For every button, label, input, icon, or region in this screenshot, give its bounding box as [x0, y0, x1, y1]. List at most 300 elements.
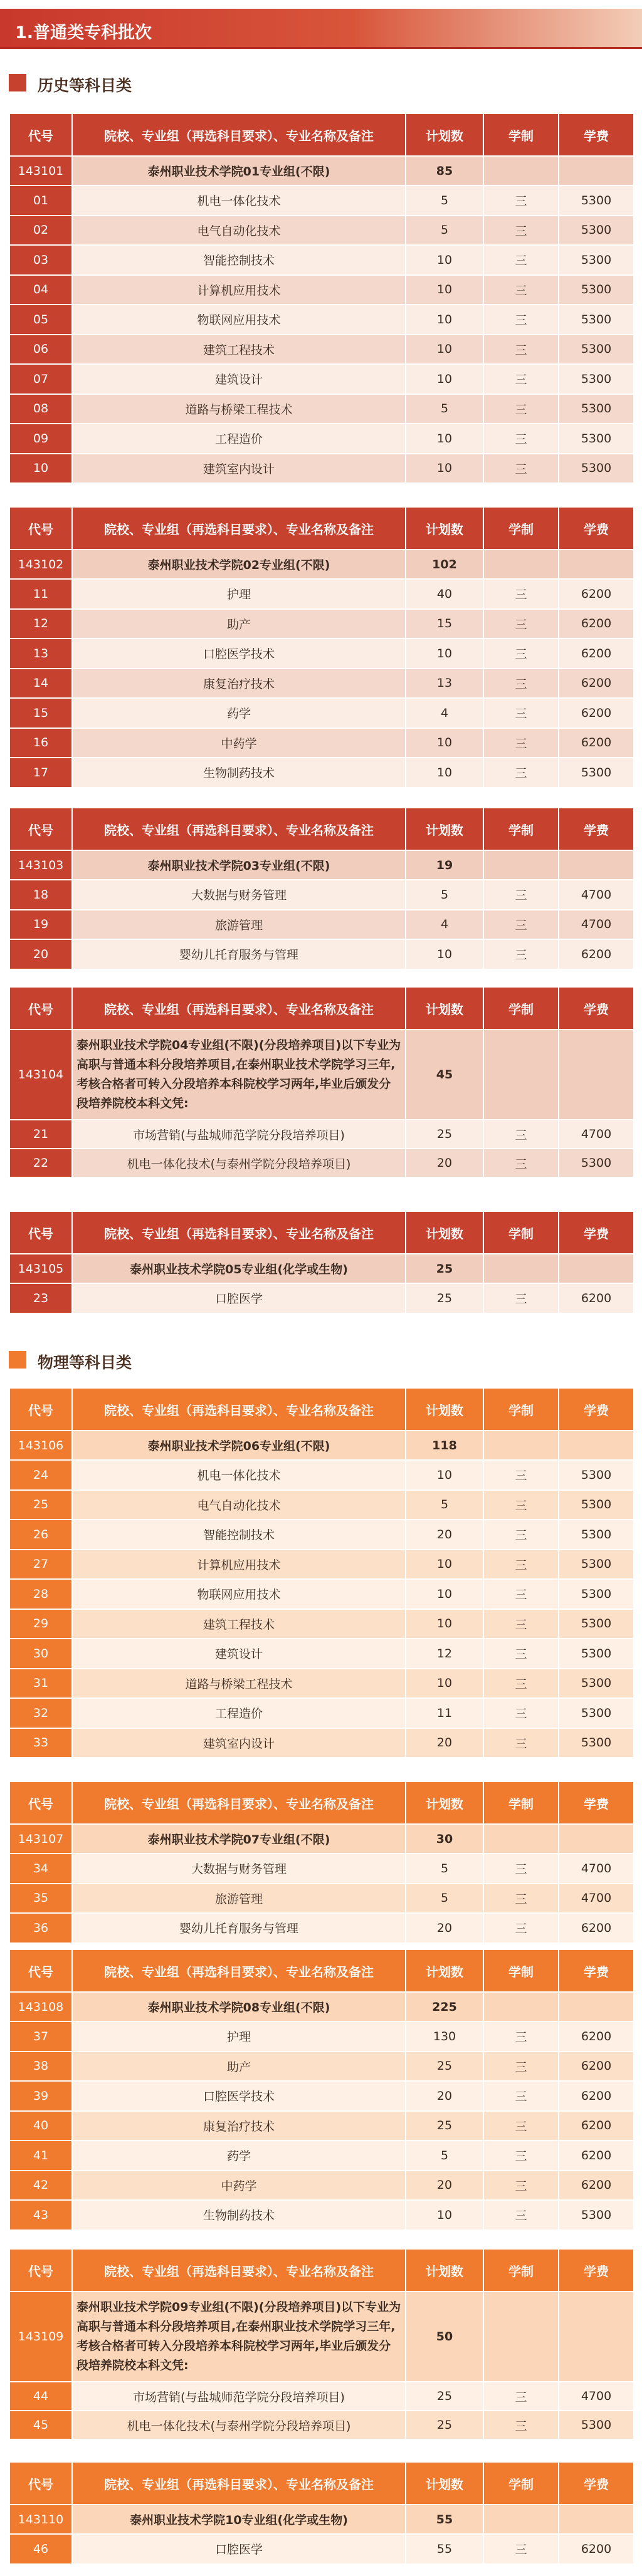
- major-name: 护理: [72, 579, 406, 609]
- header-years: 学制: [483, 1211, 559, 1254]
- group-row: [9, 1030, 634, 1120]
- major-name: 中药学: [72, 2171, 406, 2201]
- table-row: [9, 2111, 634, 2141]
- major-name: 口腔医学: [72, 2534, 406, 2564]
- major-plan: 10: [406, 335, 483, 365]
- header-plan: 计划数: [406, 2249, 483, 2292]
- major-plan: 10: [406, 1669, 483, 1699]
- table-row: [9, 609, 634, 639]
- major-code: 40: [9, 2111, 72, 2141]
- group-code: 143102: [9, 550, 72, 579]
- group-plan: 118: [406, 1431, 483, 1460]
- table-row: [9, 1639, 634, 1669]
- group-code: 143108: [9, 1992, 72, 2021]
- major-years: 三: [483, 1520, 559, 1550]
- group-row: [9, 850, 634, 880]
- major-code: 46: [9, 2534, 72, 2564]
- major-code: 22: [9, 1149, 72, 1177]
- major-fee: 6200: [559, 2171, 634, 2201]
- table-row: [9, 910, 634, 940]
- major-years: 三: [483, 1728, 559, 1758]
- group-plan: 45: [406, 1030, 483, 1120]
- table-row: [9, 1609, 634, 1639]
- header-fee: 学费: [559, 1388, 634, 1431]
- major-plan: 4: [406, 910, 483, 940]
- major-fee: 5300: [559, 305, 634, 335]
- table-row: [9, 1728, 634, 1758]
- major-code: 19: [9, 910, 72, 940]
- major-name: 药学: [72, 698, 406, 728]
- table-row: [9, 1698, 634, 1728]
- header-fee: 学费: [559, 808, 634, 850]
- major-fee: 5300: [559, 1550, 634, 1580]
- major-fee: 6200: [559, 579, 634, 609]
- header-name: 院校、专业组（再选科目要求）、专业名称及备注: [72, 808, 406, 850]
- major-plan: 25: [406, 2052, 483, 2082]
- major-plan: 10: [406, 758, 483, 788]
- table-row: [9, 394, 634, 424]
- major-plan: 20: [406, 2081, 483, 2111]
- table-row: [9, 1283, 634, 1313]
- table-row: [9, 275, 634, 305]
- major-name: 智能控制技术: [72, 245, 406, 275]
- major-code: 41: [9, 2141, 72, 2171]
- major-years: 三: [483, 335, 559, 365]
- major-fee: 5300: [559, 758, 634, 788]
- header-years: 学制: [483, 1949, 559, 1992]
- major-name: 建筑室内设计: [72, 1728, 406, 1758]
- major-years: 三: [483, 424, 559, 454]
- header-fee: 学费: [559, 1211, 634, 1254]
- group-fee: [559, 1824, 634, 1854]
- major-code: 23: [9, 1283, 72, 1313]
- group-plan: 225: [406, 1992, 483, 2021]
- major-name: 电气自动化技术: [72, 1490, 406, 1520]
- major-name: 工程造价: [72, 424, 406, 454]
- group-fee: [559, 550, 634, 579]
- header-code: 代号: [9, 1388, 72, 1431]
- major-years: 三: [483, 1283, 559, 1313]
- header-name: 院校、专业组（再选科目要求）、专业名称及备注: [72, 113, 406, 156]
- header-code: 代号: [9, 1781, 72, 1824]
- header-fee: 学费: [559, 2249, 634, 2292]
- major-code: 32: [9, 1698, 72, 1728]
- major-plan: 10: [406, 939, 483, 969]
- table-row: [9, 2052, 634, 2082]
- major-fee: 6200: [559, 1913, 634, 1943]
- major-plan: 25: [406, 2111, 483, 2141]
- group-fee: [559, 1254, 634, 1283]
- major-plan: 11: [406, 1698, 483, 1728]
- major-fee: 4700: [559, 1120, 634, 1149]
- major-name: 道路与桥梁工程技术: [72, 1669, 406, 1699]
- major-fee: 6200: [559, 2141, 634, 2171]
- major-name: 生物制药技术: [72, 758, 406, 788]
- major-years: 三: [483, 305, 559, 335]
- major-years: 三: [483, 579, 559, 609]
- group-code: 143109: [9, 2292, 72, 2382]
- major-code: 44: [9, 2382, 72, 2411]
- header-name: 院校、专业组（再选科目要求）、专业名称及备注: [72, 987, 406, 1030]
- major-years: 三: [483, 2200, 559, 2230]
- program-group-table: [9, 1949, 634, 2231]
- group-code: 143107: [9, 1824, 72, 1854]
- major-plan: 55: [406, 2534, 483, 2564]
- header-fee: 学费: [559, 2462, 634, 2505]
- major-years: 三: [483, 698, 559, 728]
- major-code: 27: [9, 1550, 72, 1580]
- table-row: [9, 305, 634, 335]
- group-code: 143103: [9, 850, 72, 880]
- section-title: 物理等科目类: [38, 1353, 132, 1372]
- major-years: 三: [483, 275, 559, 305]
- table-header-row: [9, 808, 634, 850]
- major-fee: 6200: [559, 609, 634, 639]
- major-fee: 6200: [559, 2021, 634, 2052]
- major-years: 三: [483, 1854, 559, 1884]
- major-years: 三: [483, 2534, 559, 2564]
- program-group-table: [9, 986, 634, 1178]
- major-fee: 4700: [559, 1884, 634, 1914]
- major-years: 三: [483, 1149, 559, 1177]
- major-plan: 10: [406, 305, 483, 335]
- major-years: 三: [483, 2111, 559, 2141]
- table-row: [9, 1149, 634, 1177]
- table-row: [9, 185, 634, 216]
- table-row: [9, 669, 634, 699]
- major-fee: 6200: [559, 639, 634, 669]
- major-code: 11: [9, 579, 72, 609]
- program-group-table: [9, 113, 634, 484]
- major-name: 机电一体化技术: [72, 1460, 406, 1490]
- group-years: [483, 1431, 559, 1460]
- major-code: 31: [9, 1669, 72, 1699]
- major-fee: 5300: [559, 1728, 634, 1758]
- major-name: 婴幼儿托育服务与管理: [72, 1913, 406, 1943]
- group-fee: [559, 1431, 634, 1460]
- major-years: 三: [483, 2081, 559, 2111]
- major-plan: 5: [406, 394, 483, 424]
- major-code: 36: [9, 1913, 72, 1943]
- major-name: 助产: [72, 2052, 406, 2082]
- group-name: 泰州职业技术学院03专业组(不限): [72, 850, 406, 880]
- major-fee: 4700: [559, 910, 634, 940]
- major-code: 12: [9, 609, 72, 639]
- major-plan: 5: [406, 2141, 483, 2171]
- section-marker-icon: [9, 1351, 26, 1369]
- major-fee: 5300: [559, 2411, 634, 2439]
- major-fee: 5300: [559, 1579, 634, 1609]
- header-plan: 计划数: [406, 1388, 483, 1431]
- major-code: 20: [9, 939, 72, 969]
- header-code: 代号: [9, 2462, 72, 2505]
- header-plan: 计划数: [406, 987, 483, 1030]
- section-heading: [9, 70, 633, 95]
- group-code: 143110: [9, 2505, 72, 2534]
- major-code: 05: [9, 305, 72, 335]
- group-years: [483, 850, 559, 880]
- group-years: [483, 2292, 559, 2382]
- major-name: 物联网应用技术: [72, 305, 406, 335]
- major-fee: 5300: [559, 1520, 634, 1550]
- table-row: [9, 364, 634, 394]
- major-fee: 6200: [559, 1283, 634, 1313]
- major-plan: 25: [406, 2411, 483, 2439]
- major-fee: 5300: [559, 424, 634, 454]
- group-years: [483, 156, 559, 185]
- major-years: 三: [483, 2171, 559, 2201]
- table-header-row: [9, 2462, 634, 2505]
- header-fee: 学费: [559, 1781, 634, 1824]
- major-code: 14: [9, 669, 72, 699]
- major-plan: 20: [406, 2171, 483, 2201]
- major-name: 口腔医学: [72, 1283, 406, 1313]
- major-code: 15: [9, 698, 72, 728]
- major-fee: 5300: [559, 1669, 634, 1699]
- major-years: 三: [483, 1913, 559, 1943]
- major-name: 口腔医学技术: [72, 2081, 406, 2111]
- major-code: 24: [9, 1460, 72, 1490]
- major-code: 45: [9, 2411, 72, 2439]
- group-row: [9, 1254, 634, 1283]
- program-group-table: [9, 506, 634, 788]
- group-name: 泰州职业技术学院09专业组(不限)(分段培养项目)以下专业为高职与普通本科分段培养项目,在泰州职业技术学院学习三年,考核合格者可转入分段培养本科院校学习两年,毕业后颁发分段培养院校本科文凭:: [72, 2292, 406, 2382]
- table-row: [9, 1579, 634, 1609]
- header-fee: 学费: [559, 1949, 634, 1992]
- header-plan: 计划数: [406, 1781, 483, 1824]
- major-name: 康复治疗技术: [72, 2111, 406, 2141]
- section-title: 历史等科目类: [38, 76, 132, 95]
- table-row: [9, 758, 634, 788]
- major-years: 三: [483, 1609, 559, 1639]
- major-fee: 6200: [559, 698, 634, 728]
- table-row: [9, 335, 634, 365]
- major-fee: 5300: [559, 1149, 634, 1177]
- major-name: 计算机应用技术: [72, 275, 406, 305]
- program-group-table: [9, 807, 634, 970]
- major-name: 道路与桥梁工程技术: [72, 394, 406, 424]
- table-header-row: [9, 987, 634, 1030]
- major-name: 市场营销(与盐城师范学院分段培养项目): [72, 2382, 406, 2411]
- header-code: 代号: [9, 1949, 72, 1992]
- batch-title-banner: [0, 9, 642, 49]
- group-plan: 55: [406, 2505, 483, 2534]
- major-name: 护理: [72, 2021, 406, 2052]
- table-row: [9, 1884, 634, 1914]
- group-years: [483, 1992, 559, 2021]
- major-plan: 13: [406, 669, 483, 699]
- table-header-row: [9, 2249, 634, 2292]
- major-years: 三: [483, 1579, 559, 1609]
- group-fee: [559, 2292, 634, 2382]
- major-name: 旅游管理: [72, 1884, 406, 1914]
- group-name: 泰州职业技术学院10专业组(化学或生物): [72, 2505, 406, 2534]
- table-row: [9, 424, 634, 454]
- major-years: 三: [483, 185, 559, 216]
- major-plan: 10: [406, 245, 483, 275]
- table-row: [9, 2081, 634, 2111]
- major-years: 三: [483, 2382, 559, 2411]
- major-years: 三: [483, 1639, 559, 1669]
- table-row: [9, 245, 634, 275]
- table-row: [9, 1913, 634, 1943]
- major-plan: 20: [406, 1520, 483, 1550]
- major-years: 三: [483, 2052, 559, 2082]
- major-fee: 6200: [559, 2534, 634, 2564]
- major-name: 药学: [72, 2141, 406, 2171]
- major-years: 三: [483, 1460, 559, 1490]
- major-plan: 5: [406, 185, 483, 216]
- major-fee: 5300: [559, 1460, 634, 1490]
- group-name: 泰州职业技术学院01专业组(不限): [72, 156, 406, 185]
- group-name: 泰州职业技术学院05专业组(化学或生物): [72, 1254, 406, 1283]
- table-header-row: [9, 507, 634, 550]
- group-plan: 19: [406, 850, 483, 880]
- major-fee: 6200: [559, 939, 634, 969]
- group-name: 泰州职业技术学院04专业组(不限)(分段培养项目)以下专业为高职与普通本科分段培养项目,在泰州职业技术学院学习三年,考核合格者可转入分段培养本科院校学习两年,毕业后颁发分段培养院校本科文凭:: [72, 1030, 406, 1120]
- header-code: 代号: [9, 987, 72, 1030]
- major-name: 建筑设计: [72, 1639, 406, 1669]
- major-years: 三: [483, 364, 559, 394]
- major-fee: 5300: [559, 394, 634, 424]
- major-plan: 25: [406, 2382, 483, 2411]
- table-row: [9, 2411, 634, 2439]
- table-row: [9, 1669, 634, 1699]
- major-plan: 10: [406, 1609, 483, 1639]
- header-code: 代号: [9, 2249, 72, 2292]
- group-row: [9, 156, 634, 185]
- major-fee: 5300: [559, 2200, 634, 2230]
- major-plan: 25: [406, 1283, 483, 1313]
- major-years: 三: [483, 880, 559, 910]
- major-name: 机电一体化技术(与泰州学院分段培养项目): [72, 2411, 406, 2439]
- table-row: [9, 1550, 634, 1580]
- major-plan: 130: [406, 2021, 483, 2052]
- major-code: 06: [9, 335, 72, 365]
- table-row: [9, 579, 634, 609]
- group-name: 泰州职业技术学院02专业组(不限): [72, 550, 406, 579]
- table-header-row: [9, 1211, 634, 1254]
- table-row: [9, 698, 634, 728]
- major-fee: 5300: [559, 216, 634, 246]
- major-plan: 10: [406, 728, 483, 758]
- batch-title: 1.普通类专科批次: [15, 23, 152, 43]
- major-plan: 10: [406, 454, 483, 484]
- major-name: 旅游管理: [72, 910, 406, 940]
- major-plan: 10: [406, 1550, 483, 1580]
- major-fee: 5300: [559, 1609, 634, 1639]
- major-name: 建筑设计: [72, 364, 406, 394]
- section-marker-icon: [9, 74, 26, 91]
- table-header-row: [9, 1781, 634, 1824]
- major-name: 市场营销(与盐城师范学院分段培养项目): [72, 1120, 406, 1149]
- major-years: 三: [483, 728, 559, 758]
- major-plan: 10: [406, 2200, 483, 2230]
- major-plan: 10: [406, 275, 483, 305]
- major-years: 三: [483, 1884, 559, 1914]
- group-fee: [559, 850, 634, 880]
- major-code: 39: [9, 2081, 72, 2111]
- major-years: 三: [483, 394, 559, 424]
- major-fee: 5300: [559, 454, 634, 484]
- table-header-row: [9, 113, 634, 156]
- major-fee: 5300: [559, 245, 634, 275]
- major-name: 大数据与财务管理: [72, 1854, 406, 1884]
- major-years: 三: [483, 1698, 559, 1728]
- group-years: [483, 550, 559, 579]
- major-years: 三: [483, 2411, 559, 2439]
- major-fee: 5300: [559, 335, 634, 365]
- group-name: 泰州职业技术学院06专业组(不限): [72, 1431, 406, 1460]
- program-group-table: [9, 1387, 634, 1758]
- major-years: 三: [483, 245, 559, 275]
- header-fee: 学费: [559, 987, 634, 1030]
- major-code: 04: [9, 275, 72, 305]
- major-name: 中药学: [72, 728, 406, 758]
- group-row: [9, 2505, 634, 2534]
- major-name: 建筑室内设计: [72, 454, 406, 484]
- header-years: 学制: [483, 808, 559, 850]
- major-years: 三: [483, 1669, 559, 1699]
- major-code: 37: [9, 2021, 72, 2052]
- major-name: 机电一体化技术: [72, 185, 406, 216]
- major-code: 43: [9, 2200, 72, 2230]
- group-name: 泰州职业技术学院07专业组(不限): [72, 1824, 406, 1854]
- major-code: 34: [9, 1854, 72, 1884]
- group-name: 泰州职业技术学院08专业组(不限): [72, 1992, 406, 2021]
- major-code: 13: [9, 639, 72, 669]
- major-plan: 5: [406, 1884, 483, 1914]
- header-plan: 计划数: [406, 113, 483, 156]
- major-years: 三: [483, 939, 559, 969]
- header-years: 学制: [483, 507, 559, 550]
- major-fee: 5300: [559, 1490, 634, 1520]
- major-code: 02: [9, 216, 72, 246]
- header-years: 学制: [483, 1781, 559, 1824]
- major-name: 计算机应用技术: [72, 1550, 406, 1580]
- header-plan: 计划数: [406, 1949, 483, 1992]
- major-code: 26: [9, 1520, 72, 1550]
- major-code: 17: [9, 758, 72, 788]
- program-group-table: [9, 1781, 634, 1944]
- header-code: 代号: [9, 808, 72, 850]
- major-fee: 4700: [559, 880, 634, 910]
- major-fee: 5300: [559, 364, 634, 394]
- major-name: 机电一体化技术(与泰州学院分段培养项目): [72, 1149, 406, 1177]
- group-code: 143104: [9, 1030, 72, 1120]
- major-fee: 5300: [559, 275, 634, 305]
- major-fee: 5300: [559, 1698, 634, 1728]
- major-fee: 4700: [559, 1854, 634, 1884]
- section-heading: [9, 1347, 633, 1372]
- major-plan: 10: [406, 639, 483, 669]
- major-name: 康复治疗技术: [72, 669, 406, 699]
- table-row: [9, 454, 634, 484]
- major-code: 10: [9, 454, 72, 484]
- group-code: 143106: [9, 1431, 72, 1460]
- group-plan: 85: [406, 156, 483, 185]
- major-fee: 6200: [559, 728, 634, 758]
- header-plan: 计划数: [406, 1211, 483, 1254]
- major-plan: 5: [406, 216, 483, 246]
- major-plan: 12: [406, 1639, 483, 1669]
- header-years: 学制: [483, 1388, 559, 1431]
- group-code: 143101: [9, 156, 72, 185]
- major-plan: 25: [406, 1120, 483, 1149]
- major-fee: 6200: [559, 2081, 634, 2111]
- major-code: 07: [9, 364, 72, 394]
- table-row: [9, 939, 634, 969]
